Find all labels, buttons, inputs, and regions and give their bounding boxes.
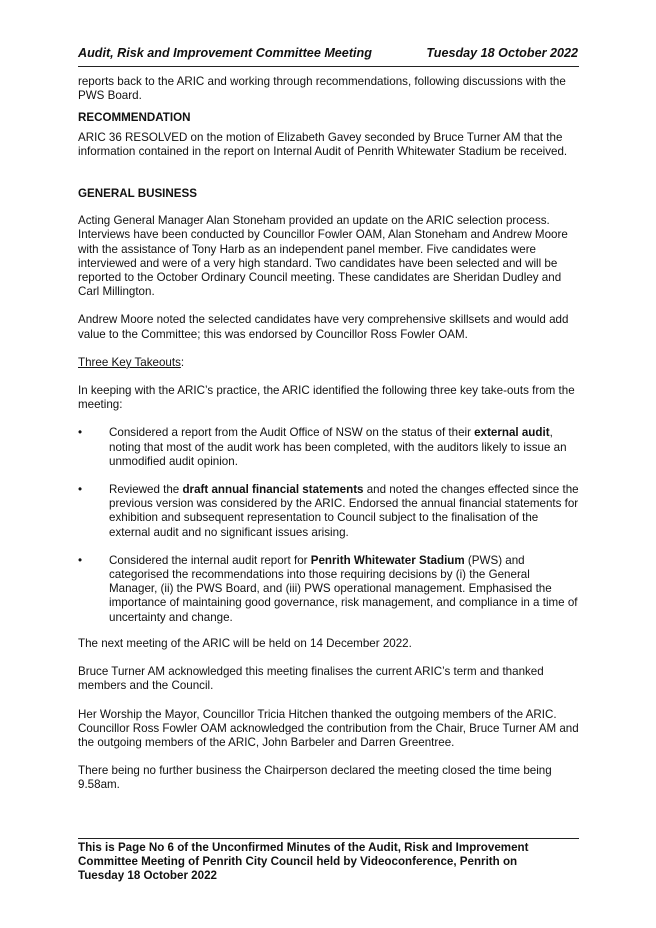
general-business-heading: GENERAL BUSINESS <box>78 187 197 201</box>
takeouts-colon: : <box>180 355 185 369</box>
takeouts-heading: Three Key Takeouts <box>78 355 181 369</box>
document-body <box>78 75 580 807</box>
bullet-icon: • <box>78 553 83 567</box>
bullet-text-post: (PWS) and categorised the recommendations into those requiring decisions by (i) the General Manager, (ii) the PWS Board, and (iii) PWS operational management. Emphasised the importance of maintaining good governance, risk management, and compliance in a time of uncertainty and change. <box>109 553 578 624</box>
takeouts-heading-line <box>78 356 580 370</box>
turner-paragraph: Bruce Turner AM acknowledged this meeting finalises the current ARIC’s term and thanked members and the Council. <box>78 665 544 693</box>
list-item <box>78 426 580 469</box>
bullet-text-bold: draft annual financial statements <box>182 483 364 497</box>
bullet-icon: • <box>78 426 83 440</box>
bullet-text-post: , noting that most of the audit work has been completed, with the auditors likely to issue an unmodified audit opinion. <box>109 426 567 468</box>
bullet-text <box>109 483 580 540</box>
bullet-text-pre: Considered a report from the Audit Office of NSW on the status of their <box>109 426 475 440</box>
recommendation-text: ARIC 36 RESOLVED on the motion of Elizabeth Gavey seconded by Bruce Turner AM that the information contained in the report on Internal Audit of Penrith Whitewater Stadium be received. <box>78 130 568 158</box>
bullet-text-bold: Penrith Whitewater Stadium <box>310 553 465 567</box>
list-item <box>78 554 580 625</box>
takeouts-intro: In keeping with the ARIC’s practice, the ARIC identified the following three key take-outs from the meeting: <box>78 384 575 412</box>
takeouts-list <box>78 426 580 624</box>
page-header <box>78 46 578 60</box>
header-title: Audit, Risk and Improvement Committee Meeting <box>78 46 372 60</box>
bullet-text-post: and noted the changes effected since the previous version was considered by the ARIC. Endorsed the annual financial statements for exhibition and subsequent representation to Council subject to the finalisation of the external audit and no significant issues arising. <box>109 483 579 539</box>
header-divider <box>78 66 579 67</box>
general-business-paragraph-2: Andrew Moore noted the selected candidates have very comprehensive skillsets and would add value to the Committee; this was endorsed by Councillor Ross Fowler OAM. <box>78 313 569 341</box>
bullet-text-bold: external audit <box>474 426 550 440</box>
page-footer: This is Page No 6 of the Unconfirmed Minutes of the Audit, Risk and Improvement Committee Meeting of Penrith City Council held by Videoconference, Penrith on Tuesday 18 October 2022 <box>78 841 529 882</box>
list-item <box>78 483 580 540</box>
mayor-paragraph: Her Worship the Mayor, Councillor Tricia Hitchen thanked the outgoing members of the ARIC. Councillor Ross Fowler OAM acknowledged the contribution from the Chair, Bruce Turner AM and the outgoing members of the ARIC, John Barbeler and Darren Greentree. <box>78 707 579 749</box>
footer-divider <box>78 838 579 839</box>
closing-paragraph: There being no further business the Chairperson declared the meeting closed the time being 9.58am. <box>78 764 552 792</box>
bullet-text-pre: Considered the internal audit report for <box>109 553 311 567</box>
general-business-paragraph-1: Acting General Manager Alan Stoneham provided an update on the ARIC selection process. Interviews have been conducted by Councillor Fowler OAM, Alan Stoneham and Andrew Moore with the assistance of Tony Harb as an independent panel member. Five candidates were interviewed and were of a very high standard. Two candidates have been selected and will be reported to the October Ordinary Council meeting. These candidates are Sheridan Dudley and Carl Millington. <box>78 214 568 299</box>
header-date: Tuesday 18 October 2022 <box>426 46 578 60</box>
next-meeting-paragraph: The next meeting of the ARIC will be held on 14 December 2022. <box>78 636 412 650</box>
bullet-icon: • <box>78 483 83 497</box>
recommendation-heading: RECOMMENDATION <box>78 111 191 125</box>
bullet-text-pre: Reviewed the <box>109 483 183 497</box>
bullet-text <box>109 554 580 625</box>
intro-paragraph: reports back to the ARIC and working through recommendations, following discussions with the PWS Board. <box>78 75 566 103</box>
bullet-text <box>109 426 580 469</box>
